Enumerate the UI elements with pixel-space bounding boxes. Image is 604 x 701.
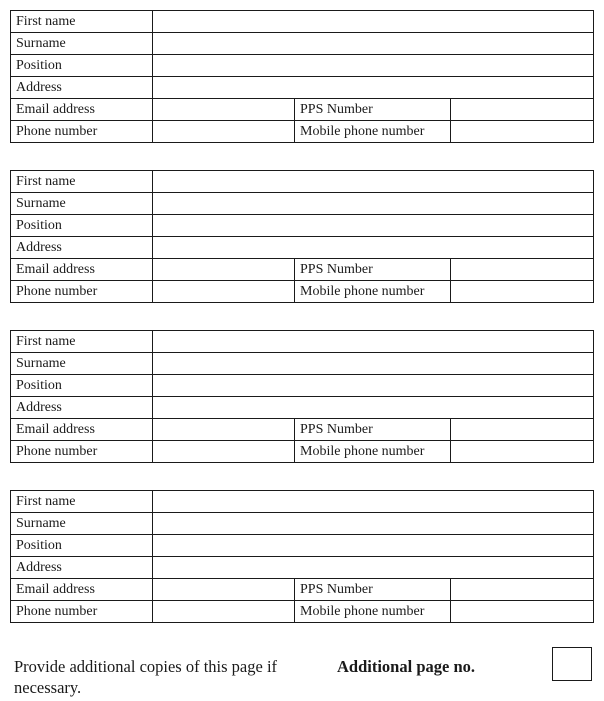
additional-copies-note: Provide additional copies of this page if necessary. bbox=[14, 657, 278, 697]
row-email-pps bbox=[11, 579, 594, 601]
additional-page-label: Additional page no. bbox=[337, 657, 475, 676]
mobile-field[interactable] bbox=[451, 121, 594, 143]
email-label: Email address bbox=[11, 99, 153, 121]
row-email-pps bbox=[11, 259, 594, 281]
address-field[interactable] bbox=[153, 397, 594, 419]
phone-field[interactable] bbox=[153, 121, 295, 143]
surname-label: Surname bbox=[11, 193, 153, 215]
first-name-field[interactable] bbox=[153, 491, 594, 513]
first-name-field[interactable] bbox=[153, 11, 594, 33]
row-position bbox=[11, 215, 594, 237]
position-label: Position bbox=[11, 215, 153, 237]
row-phone-mobile bbox=[11, 601, 594, 623]
row-surname bbox=[11, 193, 594, 215]
row-surname bbox=[11, 353, 594, 375]
row-first-name bbox=[11, 331, 594, 353]
address-field[interactable] bbox=[153, 237, 594, 259]
mobile-label: Mobile phone number bbox=[295, 441, 451, 463]
row-phone-mobile bbox=[11, 281, 594, 303]
first-name-label: First name bbox=[11, 331, 153, 353]
position-label: Position bbox=[11, 535, 153, 557]
pps-field[interactable] bbox=[451, 579, 594, 601]
surname-field[interactable] bbox=[153, 193, 594, 215]
email-label: Email address bbox=[11, 419, 153, 441]
row-position bbox=[11, 55, 594, 77]
mobile-field[interactable] bbox=[451, 281, 594, 303]
surname-field[interactable] bbox=[153, 353, 594, 375]
row-phone-mobile bbox=[11, 441, 594, 463]
position-field[interactable] bbox=[153, 535, 594, 557]
surname-label: Surname bbox=[11, 33, 153, 55]
row-phone-mobile bbox=[11, 121, 594, 143]
phone-label: Phone number bbox=[11, 281, 153, 303]
phone-field[interactable] bbox=[153, 601, 295, 623]
row-address bbox=[11, 77, 594, 99]
row-position bbox=[11, 535, 594, 557]
surname-label: Surname bbox=[11, 513, 153, 535]
email-field[interactable] bbox=[153, 579, 295, 601]
first-name-label: First name bbox=[11, 171, 153, 193]
address-label: Address bbox=[11, 557, 153, 579]
address-label: Address bbox=[11, 397, 153, 419]
pps-label: PPS Number bbox=[295, 419, 451, 441]
person-table bbox=[10, 330, 594, 463]
email-field[interactable] bbox=[153, 99, 295, 121]
row-email-pps bbox=[11, 419, 594, 441]
row-address bbox=[11, 557, 594, 579]
row-first-name bbox=[11, 171, 594, 193]
first-name-label: First name bbox=[11, 11, 153, 33]
surname-field[interactable] bbox=[153, 513, 594, 535]
position-field[interactable] bbox=[153, 215, 594, 237]
address-field[interactable] bbox=[153, 557, 594, 579]
person-table bbox=[10, 170, 594, 303]
pps-label: PPS Number bbox=[295, 579, 451, 601]
additional-page-number-input[interactable] bbox=[552, 647, 592, 681]
pps-field[interactable] bbox=[451, 99, 594, 121]
address-label: Address bbox=[11, 77, 153, 99]
position-label: Position bbox=[11, 375, 153, 397]
row-surname bbox=[11, 33, 594, 55]
row-email-pps bbox=[11, 99, 594, 121]
person-block-3 bbox=[10, 330, 593, 463]
person-block-2 bbox=[10, 170, 593, 303]
row-first-name bbox=[11, 491, 594, 513]
email-label: Email address bbox=[11, 579, 153, 601]
first-name-field[interactable] bbox=[153, 171, 594, 193]
position-field[interactable] bbox=[153, 375, 594, 397]
phone-label: Phone number bbox=[11, 121, 153, 143]
mobile-label: Mobile phone number bbox=[295, 281, 451, 303]
row-first-name bbox=[11, 11, 594, 33]
position-label: Position bbox=[11, 55, 153, 77]
pps-label: PPS Number bbox=[295, 259, 451, 281]
pps-label: PPS Number bbox=[295, 99, 451, 121]
phone-label: Phone number bbox=[11, 441, 153, 463]
person-table bbox=[10, 490, 594, 623]
row-surname bbox=[11, 513, 594, 535]
email-label: Email address bbox=[11, 259, 153, 281]
mobile-label: Mobile phone number bbox=[295, 121, 451, 143]
address-label: Address bbox=[11, 237, 153, 259]
phone-field[interactable] bbox=[153, 441, 295, 463]
pps-field[interactable] bbox=[451, 259, 594, 281]
email-field[interactable] bbox=[153, 419, 295, 441]
surname-field[interactable] bbox=[153, 33, 594, 55]
position-field[interactable] bbox=[153, 55, 594, 77]
row-position bbox=[11, 375, 594, 397]
person-block-4 bbox=[10, 490, 593, 623]
person-table bbox=[10, 10, 594, 143]
mobile-field[interactable] bbox=[451, 441, 594, 463]
email-field[interactable] bbox=[153, 259, 295, 281]
mobile-label: Mobile phone number bbox=[295, 601, 451, 623]
mobile-field[interactable] bbox=[451, 601, 594, 623]
surname-label: Surname bbox=[11, 353, 153, 375]
first-name-field[interactable] bbox=[153, 331, 594, 353]
phone-field[interactable] bbox=[153, 281, 295, 303]
phone-label: Phone number bbox=[11, 601, 153, 623]
pps-field[interactable] bbox=[451, 419, 594, 441]
person-block-1 bbox=[10, 10, 593, 143]
row-address bbox=[11, 397, 594, 419]
address-field[interactable] bbox=[153, 77, 594, 99]
first-name-label: First name bbox=[11, 491, 153, 513]
row-address bbox=[11, 237, 594, 259]
